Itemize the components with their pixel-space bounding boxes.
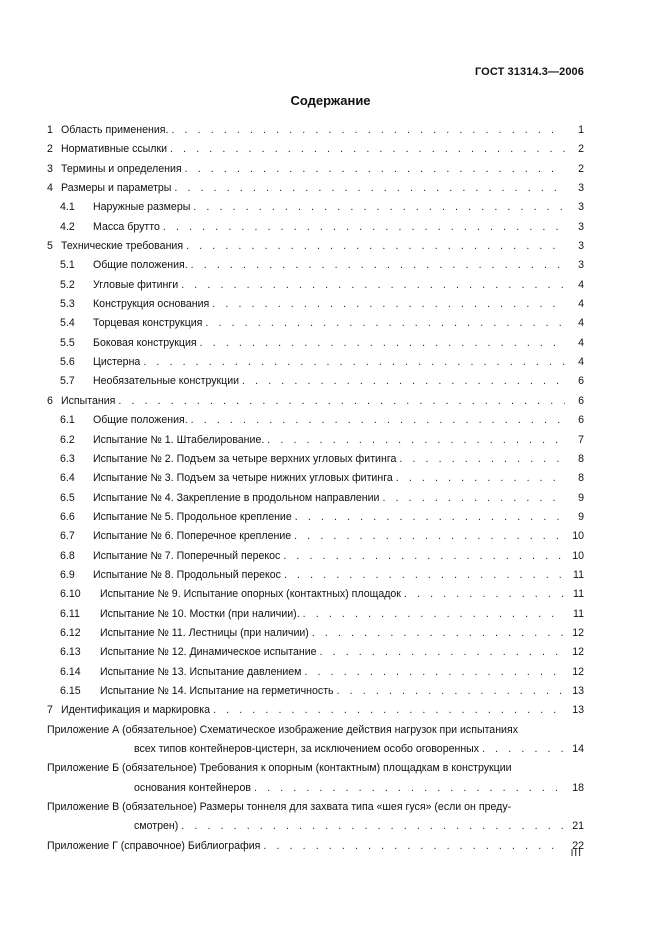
toc-entry[interactable] xyxy=(47,685,584,704)
toc-entry-page: 11 xyxy=(573,588,584,601)
page-title: Содержание xyxy=(290,93,371,108)
toc-entry-number: 6.11 xyxy=(60,607,80,620)
toc-entry-label: Испытание № 13. Испытание давлением xyxy=(100,665,302,678)
appendix-heading: Приложение Б (обязательное) Требования к опорным (контактным) площадкам в конструкции xyxy=(47,762,512,775)
toc-appendix-entry[interactable] xyxy=(47,840,584,859)
toc-entry-label: Испытание № 12. Динамическое испытание xyxy=(100,646,317,659)
toc-entry-label: Масса брутто xyxy=(93,220,160,233)
toc-entry-page: 4 xyxy=(578,278,584,291)
toc-entry-label: Идентификация и маркировка xyxy=(61,704,211,717)
toc-entry[interactable] xyxy=(47,434,584,453)
toc-entry-label: Область применения. xyxy=(61,124,169,136)
toc-entry-label: Цистерна xyxy=(93,356,141,369)
toc-entry-page: 4 xyxy=(578,356,584,369)
toc-dot-leader xyxy=(191,414,565,426)
toc-dot-leader xyxy=(404,588,565,600)
toc-entry[interactable] xyxy=(47,666,584,685)
toc-dot-leader xyxy=(263,840,565,852)
toc-entry[interactable] xyxy=(47,259,584,278)
toc-entry[interactable] xyxy=(47,453,584,472)
toc-entry[interactable] xyxy=(47,337,584,356)
toc-entry-page: 9 xyxy=(578,510,584,523)
toc-entry-number: 5.7 xyxy=(60,375,75,388)
toc-entry-page: 12 xyxy=(572,665,584,678)
toc-entry-label: Нормативные ссылки xyxy=(61,143,168,156)
toc-entry[interactable] xyxy=(47,298,584,317)
toc-entry-number: 5.2 xyxy=(60,278,75,291)
toc-entry-label: Наружные размеры xyxy=(93,201,191,214)
toc-entry-number: 6.8 xyxy=(60,549,75,562)
toc-entry-label: Испытание № 1. Штабелирование. xyxy=(93,433,265,446)
toc-entry-page: 14 xyxy=(572,743,584,755)
toc-entry[interactable] xyxy=(47,240,584,259)
toc-entry[interactable] xyxy=(47,375,584,394)
toc-entry-label: Боковая конструкция xyxy=(93,336,197,349)
toc-dot-leader xyxy=(181,279,565,291)
toc-entry-number: 6 xyxy=(47,394,53,407)
toc-entry-label: Испытания xyxy=(61,394,116,407)
toc-entry-number: 5 xyxy=(47,240,53,253)
toc-entry[interactable] xyxy=(47,569,584,588)
toc-entry-page: 13 xyxy=(572,704,584,717)
appendix-heading: Приложение А (обязательное) Схематическое изображение действия нагрузок при испытаниях xyxy=(47,723,519,736)
appendix-heading-continuation: основания контейнеров xyxy=(134,781,251,794)
toc-dot-leader xyxy=(185,163,565,175)
toc-entry-page: 3 xyxy=(578,259,584,272)
toc-dot-leader xyxy=(212,298,565,310)
toc-entry-number: 6.12 xyxy=(60,626,81,639)
toc-entry[interactable] xyxy=(47,588,584,607)
toc-dot-leader xyxy=(171,124,565,136)
toc-entry-page: 2 xyxy=(578,162,584,175)
toc-entry[interactable] xyxy=(47,472,584,491)
toc-entry-label: Угловые фитинги xyxy=(93,278,179,291)
toc-entry-label: Необязательные конструкции xyxy=(93,375,240,388)
toc-dot-leader xyxy=(312,627,565,639)
toc-entry-page: 12 xyxy=(572,626,584,639)
toc-entry[interactable] xyxy=(47,221,584,240)
toc-entry-page: 12 xyxy=(572,646,584,659)
toc-entry-label: Испытание № 5. Продольное крепление xyxy=(93,510,292,523)
toc-entry-label: Испытание № 10. Мостки (при наличии). xyxy=(100,607,300,620)
toc-entry-label: Испытание № 11. Лестницы (при наличии) xyxy=(100,626,309,639)
toc-entry-page: 18 xyxy=(572,781,584,794)
toc-entry[interactable] xyxy=(47,182,584,201)
toc-entry-number: 3 xyxy=(47,162,53,175)
toc-entry[interactable] xyxy=(47,511,584,530)
toc-entry-label: Термины и определения xyxy=(61,162,182,175)
toc-entry-page: 10 xyxy=(572,549,584,562)
toc-entry[interactable] xyxy=(47,530,584,549)
toc-dot-leader xyxy=(191,259,565,271)
toc-entry-page: 3 xyxy=(578,240,584,253)
toc-dot-leader xyxy=(205,317,565,329)
toc-entry[interactable] xyxy=(47,608,584,627)
toc-entry-page: 3 xyxy=(578,220,584,233)
toc-entry-page: 4 xyxy=(578,336,584,349)
toc-entry-number: 6.14 xyxy=(60,665,81,678)
toc-entry-number: 5.3 xyxy=(60,298,75,311)
toc-entry[interactable] xyxy=(47,201,584,220)
toc-dot-leader xyxy=(267,434,565,446)
toc-entry-number: 6.10 xyxy=(60,588,81,601)
toc-entry-label: Испытание № 7. Поперечный перекос xyxy=(93,549,281,562)
toc-entry-number: 6.9 xyxy=(60,568,75,581)
toc-entry-label: Испытание № 3. Подъем за четыре нижних угловых фитинга xyxy=(93,472,393,485)
toc-entry-label: Испытание № 9. Испытание опорных (контактных) площадок xyxy=(100,588,401,601)
appendix-heading: Приложение Г (справочное) Библиография xyxy=(47,839,261,852)
toc-dot-leader xyxy=(284,569,565,581)
appendix-heading-continuation: смотрен) xyxy=(134,820,179,833)
toc-entry-page: 10 xyxy=(572,530,584,543)
toc-appendix-entry[interactable] xyxy=(47,801,584,840)
toc-entry[interactable] xyxy=(47,414,584,433)
toc-entry-page: 3 xyxy=(578,182,584,195)
toc-entry-page: 1 xyxy=(578,124,584,136)
toc-entry-number: 6.13 xyxy=(60,646,81,659)
toc-dot-leader xyxy=(193,201,565,213)
toc-entry-page: 7 xyxy=(578,433,584,446)
toc-entry[interactable] xyxy=(47,356,584,375)
toc-entry[interactable] xyxy=(47,704,584,723)
toc-dot-leader xyxy=(382,492,565,504)
toc-dot-leader xyxy=(283,550,565,562)
toc-entry-number: 2 xyxy=(47,143,53,156)
toc-entry-page: 6 xyxy=(578,414,584,427)
toc-dot-leader xyxy=(143,356,565,368)
toc-entry[interactable] xyxy=(47,143,584,162)
toc-entry-page: 8 xyxy=(578,452,584,465)
toc-appendix-entry[interactable] xyxy=(47,762,584,801)
toc-entry-page: 8 xyxy=(578,472,584,485)
toc-appendix-entry[interactable] xyxy=(47,724,584,763)
toc-entry-number: 6.2 xyxy=(60,433,75,446)
toc-entry-number: 5.1 xyxy=(60,259,75,272)
toc-dot-leader xyxy=(304,666,565,678)
toc-entry-page: 22 xyxy=(572,839,584,852)
toc-entry[interactable] xyxy=(47,550,584,569)
toc-entry-number: 6.5 xyxy=(60,491,75,504)
toc-dot-leader xyxy=(303,608,565,620)
table-of-contents xyxy=(47,124,584,859)
toc-entry[interactable] xyxy=(47,492,584,511)
toc-entry-page: 4 xyxy=(578,317,584,330)
toc-entry-number: 6.6 xyxy=(60,510,75,523)
toc-entry[interactable] xyxy=(47,646,584,665)
toc-entry-label: Испытание № 6. Поперечное крепление xyxy=(93,530,292,543)
toc-entry-label: Общие положения. xyxy=(93,414,188,427)
toc-entry-number: 6.4 xyxy=(60,472,75,485)
toc-entry-page: 21 xyxy=(572,820,584,833)
toc-dot-leader xyxy=(170,143,565,155)
toc-dot-leader xyxy=(320,646,565,658)
toc-entry[interactable] xyxy=(47,317,584,336)
toc-entry[interactable] xyxy=(47,279,584,298)
toc-entry[interactable] xyxy=(47,627,584,646)
toc-entry[interactable] xyxy=(47,124,584,143)
toc-entry-number: 5.4 xyxy=(60,317,75,330)
appendix-heading-continuation: всех типов контейнеров-цистерн, за исключением особо оговоренных xyxy=(134,743,480,755)
toc-dot-leader xyxy=(242,375,565,387)
toc-entry-number: 7 xyxy=(47,704,53,717)
toc-dot-leader xyxy=(174,182,565,194)
toc-entry-label: Испытание № 4. Закрепление в продольном направлении xyxy=(93,491,380,504)
toc-dot-leader xyxy=(337,685,565,697)
toc-entry-label: Технические требования xyxy=(61,240,184,253)
toc-entry-number: 5.5 xyxy=(60,336,75,349)
toc-dot-leader xyxy=(118,395,565,407)
toc-entry-label: Размеры и параметры xyxy=(61,182,172,195)
toc-dot-leader xyxy=(396,472,565,484)
page-number: III xyxy=(570,848,582,859)
toc-entry-number: 6.7 xyxy=(60,530,75,543)
toc-dot-leader xyxy=(200,337,565,349)
toc-entry-label: Испытание № 14. Испытание на герметичность xyxy=(100,684,334,697)
toc-dot-leader xyxy=(181,820,565,832)
toc-entry-page: 6 xyxy=(578,375,584,388)
toc-entry[interactable] xyxy=(47,395,584,414)
toc-dot-leader xyxy=(254,782,565,794)
toc-dot-leader xyxy=(295,511,565,523)
toc-dot-leader xyxy=(482,743,565,755)
toc-dot-leader xyxy=(186,240,565,252)
toc-entry-page: 9 xyxy=(578,491,584,504)
toc-entry-number: 6.15 xyxy=(60,684,81,697)
toc-entry-page: 3 xyxy=(578,201,584,214)
toc-entry-page: 13 xyxy=(572,684,584,697)
toc-entry-label: Торцевая конструкция xyxy=(93,317,203,330)
toc-dot-leader xyxy=(399,453,565,465)
toc-entry-page: 6 xyxy=(578,394,584,407)
toc-entry-number: 6.1 xyxy=(60,414,75,427)
toc-entry-page: 4 xyxy=(578,298,584,311)
toc-entry-number: 6.3 xyxy=(60,452,75,465)
toc-entry-label: Общие положения. xyxy=(93,259,188,272)
toc-entry-number: 1 xyxy=(47,124,53,136)
toc-entry-number: 4 xyxy=(47,182,53,195)
toc-entry-page: 2 xyxy=(578,143,584,156)
toc-dot-leader xyxy=(163,221,565,233)
toc-entry-label: Испытание № 2. Подъем за четыре верхних угловых фитинга xyxy=(93,452,397,465)
standard-code: ГОСТ 31314.3—2006 xyxy=(474,66,584,78)
toc-entry-page: 11 xyxy=(573,568,584,581)
toc-entry[interactable] xyxy=(47,163,584,182)
toc-entry-label: Конструкция основания xyxy=(93,298,210,311)
toc-dot-leader xyxy=(213,704,565,716)
appendix-heading: Приложение В (обязательное) Размеры тоннеля для захвата типа «шея гуся» (если он преду- xyxy=(47,801,512,814)
toc-entry-number: 4.1 xyxy=(60,201,75,214)
toc-entry-number: 4.2 xyxy=(60,220,75,233)
toc-entry-page: 11 xyxy=(573,607,584,620)
toc-entry-label: Испытание № 8. Продольный перекос xyxy=(93,568,281,581)
toc-dot-leader xyxy=(294,530,565,542)
toc-entry-number: 5.6 xyxy=(60,356,75,369)
